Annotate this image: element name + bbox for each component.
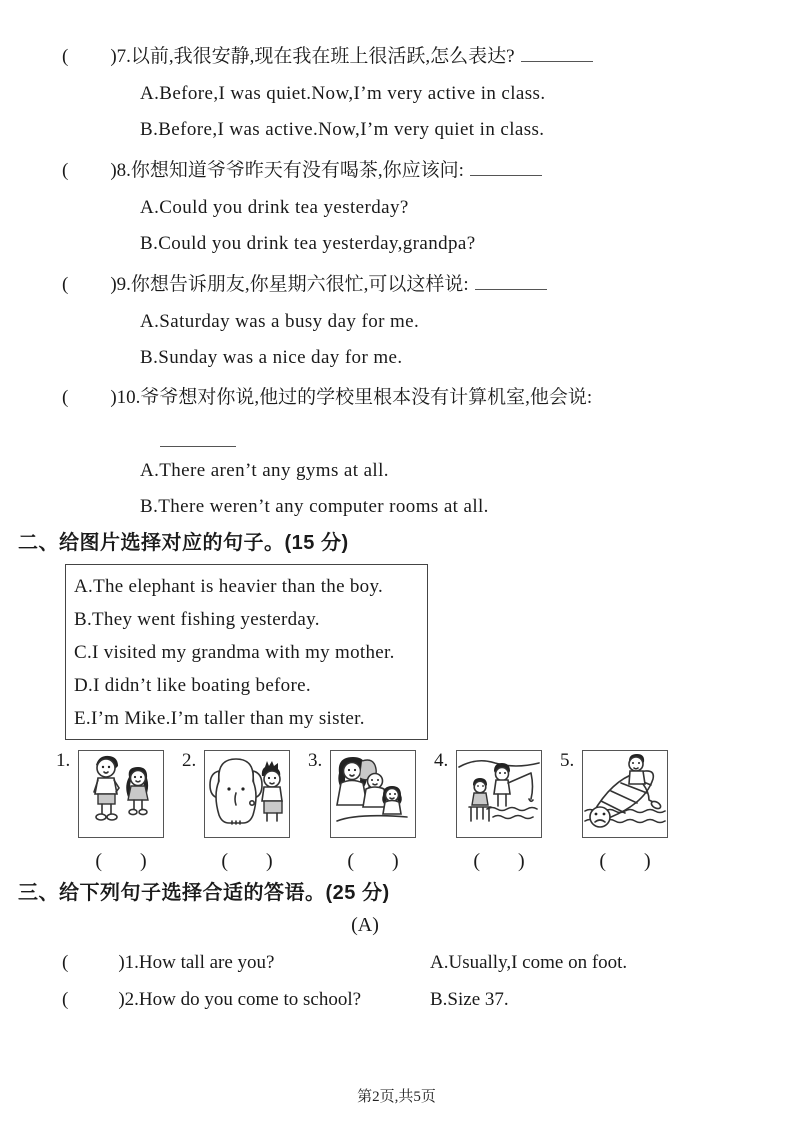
section3-heading: 三、给下列句子选择合适的答语。(25 分) [18, 882, 390, 904]
option-b: B.Could you drink tea yesterday,grandpa? [140, 233, 476, 254]
picture-answer-paren: ( ) [473, 850, 525, 872]
answer-paren: ( ) [62, 387, 117, 408]
picture-list [56, 750, 793, 874]
sentence-box [65, 564, 428, 740]
question-number: 2. [124, 989, 139, 1010]
option-a: A.Before,I was quiet.Now,I’m very active in class. [140, 83, 546, 104]
box-sentence: C.I visited my grandma with my mother. [74, 642, 395, 663]
part1-questions [0, 44, 793, 518]
page-footer: 第2页,共5页 [357, 1089, 436, 1105]
answer-paren: ( ) [62, 989, 125, 1010]
answer-blank [475, 272, 547, 290]
picture-number: 2. [182, 750, 197, 771]
picture-answer-paren: ( ) [347, 850, 399, 872]
box-sentence: D.I didn’t like boating before. [74, 675, 311, 696]
picture-item-3 [308, 750, 416, 874]
answer-paren: ( ) [62, 274, 117, 295]
question-10 [0, 386, 793, 518]
picture-number: 5. [560, 750, 575, 771]
question-number: 1. [124, 952, 139, 973]
question-9 [0, 272, 793, 369]
match-row-2 [62, 988, 793, 1011]
question-number: 10. [116, 387, 141, 408]
picture-item-2 [182, 750, 290, 874]
picture-answer-paren: ( ) [95, 850, 147, 872]
picture-item-5 [560, 750, 668, 874]
picture-item-1 [56, 750, 164, 874]
picture-number: 4. [434, 750, 449, 771]
picture-number: 1. [56, 750, 71, 771]
picture-2-image [204, 750, 290, 838]
answer-paren: ( ) [62, 160, 117, 181]
picture-answer-paren: ( ) [221, 850, 273, 872]
answer-blank [521, 44, 593, 62]
question-number: 9. [116, 274, 131, 295]
picture-3-image [330, 750, 416, 838]
answer-paren: ( ) [62, 46, 117, 67]
picture-5-image [582, 750, 668, 838]
group-label: (A) [351, 914, 379, 936]
picture-answer-paren: ( ) [599, 850, 651, 872]
box-sentence: B.They went fishing yesterday. [74, 609, 320, 630]
section2-heading: 二、给图片选择对应的句子。(15 分) [18, 532, 349, 554]
option-b: B.Before,I was active.Now,I’m very quiet in class. [140, 119, 545, 140]
option-b: B.There weren’t any computer rooms at all. [140, 496, 489, 517]
answer-blank [470, 158, 542, 176]
picture-number: 3. [308, 750, 323, 771]
match-row-1 [62, 951, 793, 974]
box-sentence: A.The elephant is heavier than the boy. [74, 576, 384, 597]
answer-paren: ( ) [62, 952, 125, 973]
question-prompt: 以前,我很安静,现在我在班上很活跃,怎么表达? [130, 46, 515, 67]
picture-item-4 [434, 750, 542, 874]
question-7 [0, 44, 793, 141]
picture-4-image [456, 750, 542, 838]
match-answer: B.Size 37. [430, 989, 509, 1010]
picture-1-image [78, 750, 164, 838]
answer-blank [160, 429, 236, 447]
part3-section [0, 880, 793, 1011]
option-a: A.Could you drink tea yesterday? [140, 197, 409, 218]
question-prompt: 爷爷想对你说,他过的学校里根本没有计算机室,他会说: [140, 387, 593, 408]
match-question: How do you come to school? [138, 989, 362, 1010]
match-answer: A.Usually,I come on foot. [430, 952, 628, 973]
option-a: A.Saturday was a busy day for me. [140, 311, 420, 332]
option-b: B.Sunday was a nice day for me. [140, 347, 403, 368]
question-prompt: 你想知道爷爷昨天有没有喝茶,你应该问: [130, 160, 464, 181]
box-sentence: E.I’m Mike.I’m taller than my sister. [74, 708, 365, 729]
question-number: 7. [116, 46, 131, 67]
match-question: How tall are you? [138, 952, 275, 973]
question-8 [0, 158, 793, 255]
question-prompt: 你想告诉朋友,你星期六很忙,可以这样说: [130, 274, 469, 295]
question-number: 8. [116, 160, 131, 181]
option-a: A.There aren’t any gyms at all. [140, 460, 389, 481]
part2-section [0, 530, 793, 874]
